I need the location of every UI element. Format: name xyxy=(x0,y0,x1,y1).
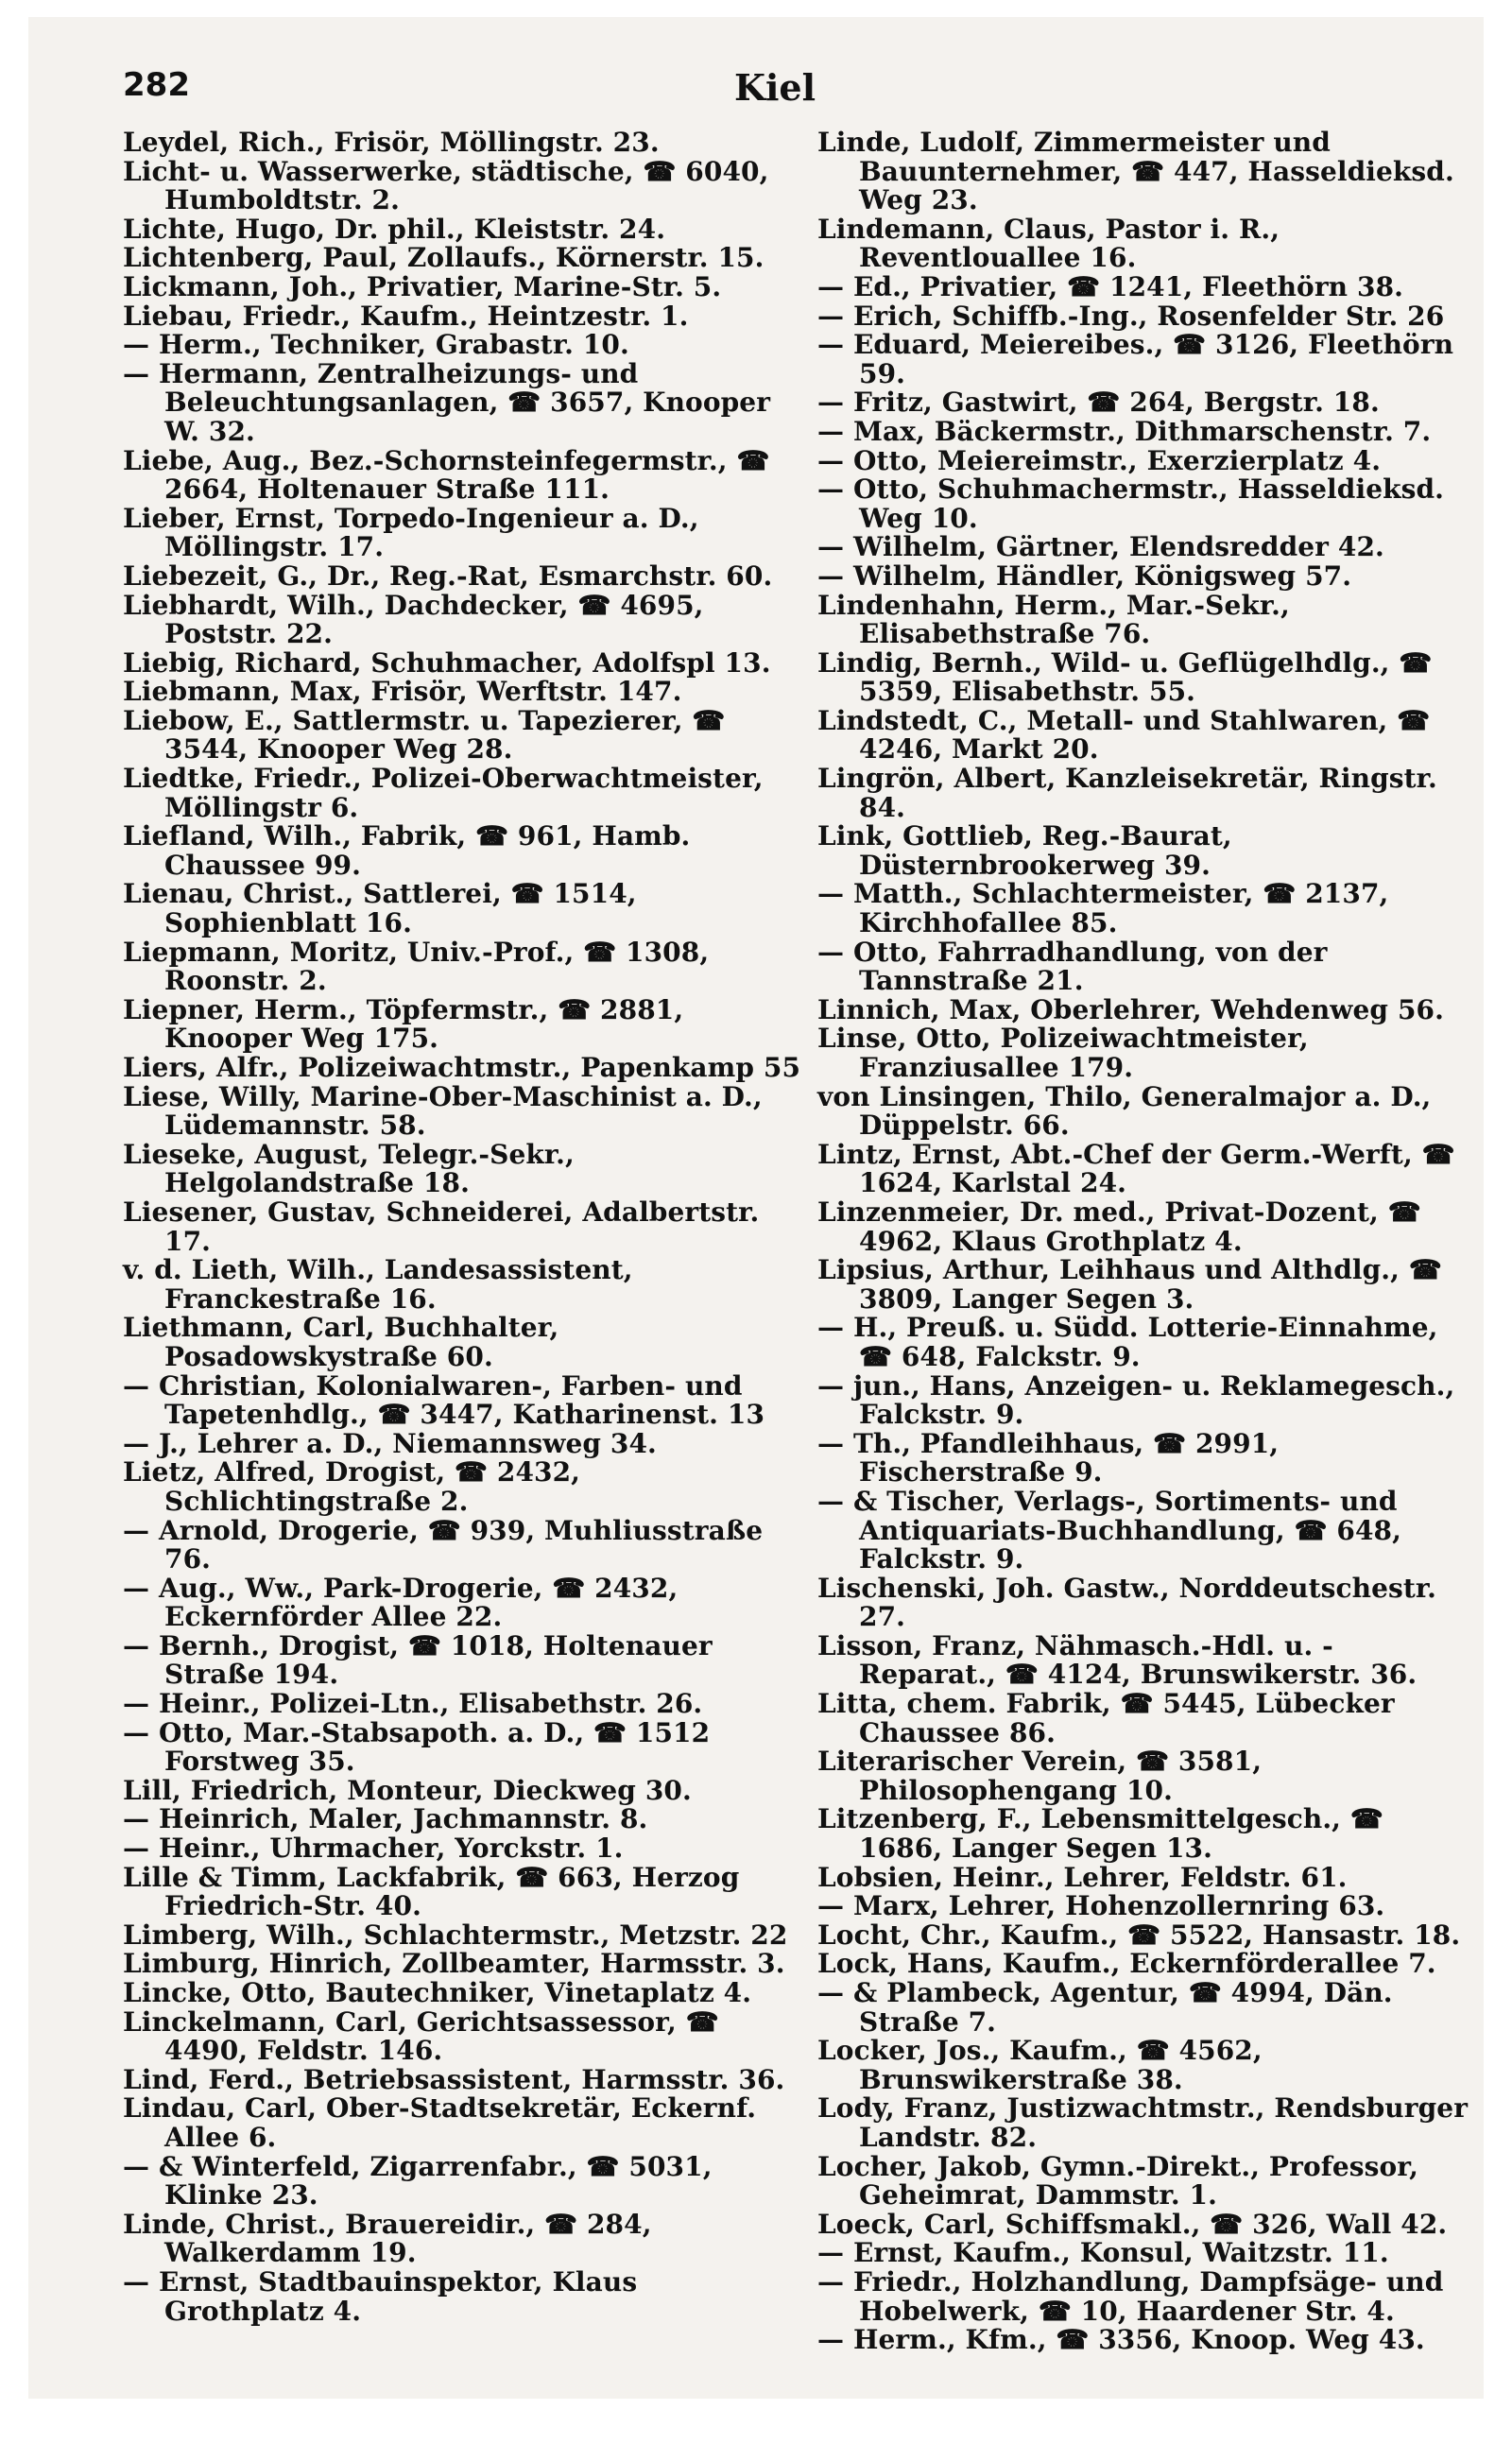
directory-entry: Lock, Hans, Kaufm., Eckernförderallee 7. xyxy=(817,1948,1436,1980)
directory-entry: — & Plambeck, Agentur, ☎ 4994, Dän. Straße 7. xyxy=(817,1977,1393,2038)
directory-entry: Locher, Jakob, Gymn.-Direkt., Professor, Geheimrat, Dammstr. 1. xyxy=(817,2150,1418,2212)
directory-entry: — Eduard, Meiereibes., ☎ 3126, Fleethörn 59. xyxy=(817,329,1454,389)
directory-entry: Liese, Willy, Marine-Ober-Maschinist a. D., Lüdemannstr. 58. xyxy=(123,1080,763,1142)
directory-entry: Lill, Friedrich, Monteur, Dieckweg 30. xyxy=(123,1774,692,1806)
directory-entry: Lingrön, Albert, Kanzleisekretär, Ringstr. 84. xyxy=(817,763,1437,823)
directory-entry: Limburg, Hinrich, Zollbeamter, Harmsstr. 3. xyxy=(123,1948,785,1980)
directory-entry: Lintz, Ernst, Abt.-Chef der Germ.-Werft, ☎ 1624, Karlstal 24. xyxy=(817,1138,1455,1199)
directory-entry: Lisson, Franz, Nähmasch.-Hdl. u. -Reparat., ☎ 4124, Brunswikerstr. 36. xyxy=(817,1629,1418,1691)
directory-entry: Lindau, Carl, Ober-Stadtsekretär, Eckernf. Allee 6. xyxy=(123,2092,757,2153)
directory-entry: Liebezeit, G., Dr., Reg.-Rat, Esmarchstr. 60. xyxy=(123,559,773,592)
directory-entry: Licht- u. Wasserwerke, städtische, ☎ 6040, Humboldtstr. 2. xyxy=(123,155,769,216)
directory-entry: Lipsius, Arthur, Leihhaus und Althdlg., ☎ 3809, Langer Segen 3. xyxy=(817,1254,1442,1315)
directory-entry: Liebmann, Max, Frisör, Werftstr. 147. xyxy=(123,676,682,708)
directory-entry: Leydel, Rich., Frisör, Möllingstr. 23. xyxy=(123,127,660,158)
right-column xyxy=(817,129,1469,2355)
directory-entry: Liesener, Gustav, Schneiderei, Adalbertstr. 17. xyxy=(123,1196,760,1257)
directory-entry: — H., Preuß. u. Südd. Lotterie-Einnahme, ☎ 648, Falckstr. 9. xyxy=(817,1312,1438,1372)
left-column xyxy=(123,129,803,2326)
directory-entry: — Heinrich, Maler, Jachmannstr. 8. xyxy=(123,1803,648,1835)
directory-entry: Lienau, Christ., Sattlerei, ☎ 1514, Sophienblatt 16. xyxy=(123,878,637,939)
directory-entry: von Linsingen, Thilo, Generalmajor a. D., Düppelstr. 66. xyxy=(817,1080,1432,1142)
directory-entry: — Friedr., Holzhandlung, Dampfsäge- und Hobelwerk, ☎ 10, Haardener Str. 4. xyxy=(817,2265,1444,2327)
directory-entry: — jun., Hans, Anzeigen- u. Reklamegesch., Falckstr. 9. xyxy=(817,1369,1455,1431)
directory-entry: Lickmann, Joh., Privatier, Marine-Str. 5. xyxy=(123,270,722,302)
directory-entry: Liedtke, Friedr., Polizei-Oberwachtmeister, Möllingstr 6. xyxy=(123,763,764,823)
directory-entry: Litta, chem. Fabrik, ☎ 5445, Lübecker Chaussee 86. xyxy=(817,1688,1395,1748)
directory-entry: Liepner, Herm., Töpfermstr., ☎ 2881, Knooper Weg 175. xyxy=(123,993,684,1055)
directory-entry: — Ed., Privatier, ☎ 1241, Fleethörn 38. xyxy=(817,270,1403,302)
directory-entry: Lindig, Bernh., Wild- u. Geflügelhdlg., ☎ 5359, Elisabethstr. 55. xyxy=(817,646,1433,708)
directory-entry: — Otto, Meiereimstr., Exerzierplatz 4. xyxy=(817,444,1382,476)
directory-entry: Lind, Ferd., Betriebsassistent, Harmsstr. 36. xyxy=(123,2063,785,2095)
directory-entry: Lieber, Ernst, Torpedo-Ingenieur a. D., Möllingstr. 17. xyxy=(123,502,699,563)
directory-entry: — Hermann, Zentralheizungs- und Beleuchtungsanlagen, ☎ 3657, Knooper W. 32. xyxy=(123,357,771,447)
directory-entry: — Erich, Schiffb.-Ing., Rosenfelder Str. 26 xyxy=(817,300,1445,332)
directory-entry: — Wilhelm, Gärtner, Elendsredder 42. xyxy=(817,531,1384,563)
directory-entry: — & Tischer, Verlags-, Sortiments- und Antiquariats-Buchhandlung, ☎ 648, Falckstr. 9. xyxy=(817,1485,1401,1575)
directory-entry: Liebig, Richard, Schuhmacher, Adolfspl 13. xyxy=(123,646,771,679)
directory-entry: — Max, Bäckermstr., Dithmarschenstr. 7. xyxy=(817,415,1432,447)
directory-entry: — Ernst, Kaufm., Konsul, Waitzstr. 11. xyxy=(817,2237,1389,2269)
directory-entry: — Heinr., Polizei-Ltn., Elisabethstr. 26. xyxy=(123,1688,703,1720)
directory-entry: Lille & Timm, Lackfabrik, ☎ 663, Herzog Friedrich-Str. 40. xyxy=(123,1861,740,1922)
directory-entry: Liebhardt, Wilh., Dachdecker, ☎ 4695, Poststr. 22. xyxy=(123,589,704,650)
directory-entry: Liers, Alfr., Polizeiwachtmstr., Papenkamp 55 xyxy=(123,1052,801,1083)
directory-entry: Linde, Ludolf, Zimmermeister und Bauunternehmer, ☎ 447, Hasseldieksd. Weg 23. xyxy=(817,127,1454,216)
directory-entry: Linde, Christ., Brauereidir., ☎ 284, Walkerdamm 19. xyxy=(123,2208,652,2269)
directory-entry: Link, Gottlieb, Reg.-Baurat, Düsternbrookerweg 39. xyxy=(817,820,1232,881)
directory-entry: — Wilhelm, Händler, Königsweg 57. xyxy=(817,559,1352,592)
directory-entry: — Otto, Mar.-Stabsapoth. a. D., ☎ 1512 Forstweg 35. xyxy=(123,1716,711,1778)
directory-entry: Litzenberg, F., Lebensmittelgesch., ☎ 1686, Langer Segen 13. xyxy=(817,1803,1383,1865)
directory-entry: Limberg, Wilh., Schlachtermstr., Metzstr. 22 xyxy=(123,1919,788,1951)
directory-entry: — Herm., Kfm., ☎ 3356, Knoop. Weg 43. xyxy=(817,2324,1425,2356)
directory-entry: Liefland, Wilh., Fabrik, ☎ 961, Hamb. Chaussee 99. xyxy=(123,820,691,881)
directory-entry: — Th., Pfandleihhaus, ☎ 2991, Fischerstraße 9. xyxy=(817,1427,1280,1489)
page-number: 282 xyxy=(123,66,190,104)
directory-entry: Lindenhahn, Herm., Mar.-Sekr., Elisabethstraße 76. xyxy=(817,589,1290,650)
directory-entry: Literarischer Verein, ☎ 3581, Philosophengang 10. xyxy=(817,1746,1263,1806)
directory-entry: Lichtenberg, Paul, Zollaufs., Körnerstr. 15. xyxy=(123,242,765,274)
directory-entry: Locht, Chr., Kaufm., ☎ 5522, Hansastr. 18. xyxy=(817,1919,1461,1951)
directory-entry: Lischenski, Joh. Gastw., Norddeutschestr. 27. xyxy=(817,1572,1437,1633)
directory-entry: Lieseke, August, Telegr.-Sekr., Helgolandstraße 18. xyxy=(123,1138,575,1199)
directory-entry: Lietz, Alfred, Drogist, ☎ 2432, Schlichtingstraße 2. xyxy=(123,1456,581,1517)
directory-entry: Lincke, Otto, Bautechniker, Vinetaplatz 4. xyxy=(123,1977,752,2008)
directory-entry: v. d. Lieth, Wilh., Landesassistent, Franckestraße 16. xyxy=(123,1254,633,1315)
directory-page xyxy=(28,17,1484,2399)
directory-entry: — Aug., Ww., Park-Drogerie, ☎ 2432, Eckernförder Allee 22. xyxy=(123,1572,679,1633)
directory-entry: Lobsien, Heinr., Lehrer, Feldstr. 61. xyxy=(817,1861,1348,1893)
directory-entry: Lody, Franz, Justizwachtmstr., Rendsburger Landstr. 82. xyxy=(817,2092,1469,2153)
directory-entry: Loeck, Carl, Schiffsmakl., ☎ 326, Wall 42. xyxy=(817,2208,1448,2240)
directory-entry: — Marx, Lehrer, Hohenzollernring 63. xyxy=(817,1890,1385,1922)
directory-entry: Liepmann, Moritz, Univ.-Prof., ☎ 1308, Roonstr. 2. xyxy=(123,936,710,997)
directory-entry: — Fritz, Gastwirt, ☎ 264, Bergstr. 18. xyxy=(817,387,1380,419)
directory-entry: Linzenmeier, Dr. med., Privat-Dozent, ☎ 4962, Klaus Grothplatz 4. xyxy=(817,1196,1421,1257)
directory-entry: — Herm., Techniker, Grabastr. 10. xyxy=(123,329,629,361)
directory-entry: — Bernh., Drogist, ☎ 1018, Holtenauer Straße 194. xyxy=(123,1629,713,1691)
directory-entry: — Christian, Kolonialwaren-, Farben- und Tapetenhdlg., ☎ 3447, Katharinenst. 13 xyxy=(123,1369,765,1431)
directory-entry: — Ernst, Stadtbauinspektor, Klaus Grothplatz 4. xyxy=(123,2265,638,2327)
page-title: Kiel xyxy=(733,66,816,109)
directory-entry: Liebe, Aug., Bez.-Schornsteinfegermstr., ☎ 2664, Holtenauer Straße 111. xyxy=(123,444,770,506)
directory-entry: Linse, Otto, Polizeiwachtmeister, Franziusallee 179. xyxy=(817,1023,1309,1083)
page-header xyxy=(123,66,1427,123)
directory-entry: Lichte, Hugo, Dr. phil., Kleiststr. 24. xyxy=(123,213,666,245)
directory-entry: — Otto, Schuhmachermstr., Hasseldieksd. Weg 10. xyxy=(817,473,1445,534)
directory-entry: — J., Lehrer a. D., Niemannsweg 34. xyxy=(123,1427,657,1459)
directory-entry: — Otto, Fahrradhandlung, von der Tannstraße 21. xyxy=(817,936,1328,997)
directory-entry: Linnich, Max, Oberlehrer, Wehdenweg 56. xyxy=(817,993,1444,1025)
directory-entry: — Heinr., Uhrmacher, Yorckstr. 1. xyxy=(123,1833,624,1865)
directory-entry: Linckelmann, Carl, Gerichtsassessor, ☎ 4490, Feldstr. 146. xyxy=(123,2005,719,2067)
directory-entry: Locker, Jos., Kaufm., ☎ 4562, Brunswikerstraße 38. xyxy=(817,2035,1263,2095)
directory-entry: Lindemann, Claus, Pastor i. R., Reventlouallee 16. xyxy=(817,213,1280,274)
directory-entry: — Arnold, Drogerie, ☎ 939, Muhliusstraße 76. xyxy=(123,1514,764,1575)
directory-entry: Liebau, Friedr., Kaufm., Heintzestr. 1. xyxy=(123,300,689,332)
directory-entry: Liebow, E., Sattlermstr. u. Tapezierer, ☎ 3544, Knooper Weg 28. xyxy=(123,704,726,766)
directory-entry: Liethmann, Carl, Buchhalter, Posadowskystraße 60. xyxy=(123,1312,559,1372)
directory-entry: — & Winterfeld, Zigarrenfabr., ☎ 5031, Klinke 23. xyxy=(123,2150,713,2212)
directory-entry: Lindstedt, C., Metall- und Stahlwaren, ☎ 4246, Markt 20. xyxy=(817,704,1431,766)
directory-entry: — Matth., Schlachtermeister, ☎ 2137, Kirchhofallee 85. xyxy=(817,878,1389,939)
